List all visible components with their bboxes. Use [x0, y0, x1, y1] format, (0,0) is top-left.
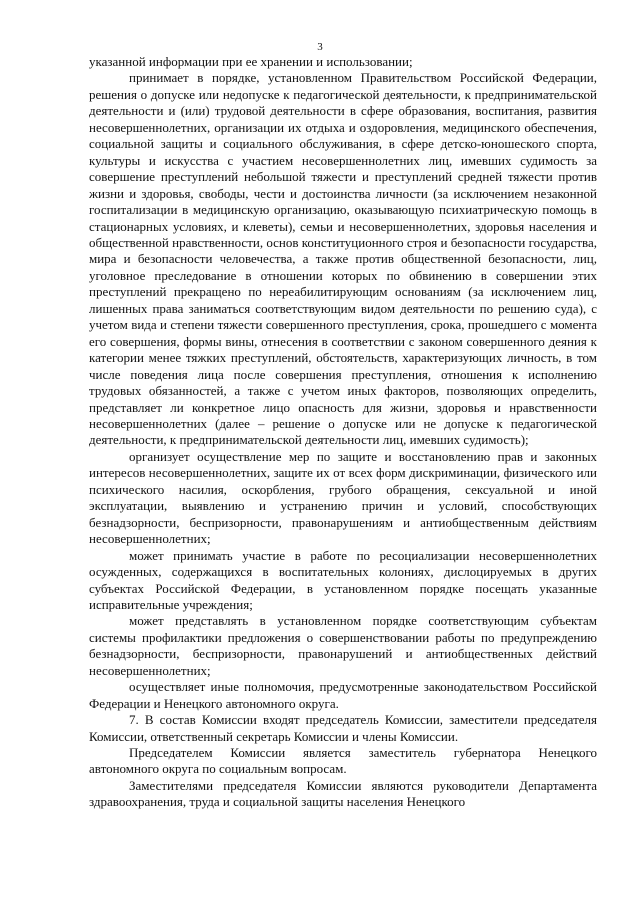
paragraph-deputies: Заместителями председателя Комиссии являются руководители Департамента здравоохранения, труда и социальной защиты населения Ненецкого	[89, 777, 597, 810]
paragraph-chairman: Председателем Комиссии является заместитель губернатора Ненецкого автономного округа по социальным вопросам.	[89, 745, 597, 777]
paragraph-rights-protection: организует осуществление мер по защите и восстановлению прав и законных интересов несовершеннолетних, защите их от всех форм дискриминации, физического или психического насилия, оскорбления, грубого обращения, сексуальной и иной эксплуатации, выявлению и устранению причин и условий, способствующих безнадзорности, беспризорности, правонарушениям и антиобщественным действиям несовершеннолетних;	[89, 448, 597, 547]
paragraph-commission-composition: 7. В состав Комиссии входят председатель Комиссии, заместители председателя Комиссии, ответственный секретарь Комиссии и члены Комиссии.	[89, 712, 597, 744]
paragraph-admission-decision: принимает в порядке, установленном Правительством Российской Федерации, решения о допуске или недопуске к педагогической деятельности, к предпринимательской деятельности и (или) трудовой деятельности в сфере образования, воспитания, развития несовершеннолетних, организации их отдыха и оздоровления, медицинского обеспечения, социальной защиты и социального обслуживания, в сфере детско-юношеского спорта, культуры и искусства с участием несовершеннолетних лиц, имевших судимость за совершение преступлений небольшой тяжести и преступлений средней тяжести против жизни и здоровья, свободы, чести и достоинства личности (за исключением незаконной госпитализации в медицинскую организацию, оказывающую психиатрическую помощь в стационарных условиях, и клеветы), семьи и несовершеннолетних, здоровья населения и общественной нравственности, основ конституционного строя и безопасности государства, мира и безопасности человечества, а также против общественной безопасности, лиц, уголовное преследование в отношении которых по обвинению в совершении этих преступлений прекращено по нереабилитирующим основаниям (за исключением лиц, лишенных права заниматься соответствующим видом деятельности по решению суда), с учетом вида и степени тяжести совершенного преступления, срока, прошедшего с момента его совершения, формы вины, отнесения в соответствии с законом совершенного деяния к категории менее тяжких преступлений, обстоятельств, характеризующих личность, в том числе поведения лица после совершения преступления, отношения к исполнению трудовых обязанностей, а также с учетом иных факторов, позволяющих определить, представляет ли конкретное лицо опасность для жизни, здоровья и нравственности несовершеннолетних (далее – решение о допуске или не допуске к педагогической деятельности, к предпринимательской деятельности лиц, имевших судимость);	[89, 70, 597, 448]
paragraph-other-powers: осуществляет иные полномочия, предусмотренные законодательством Российской Федерации и Ненецкого автономного округа.	[89, 679, 597, 711]
page-number: 3	[317, 41, 323, 53]
document-body	[89, 54, 597, 811]
paragraph-resocialization: может принимать участие в работе по ресоциализации несовершеннолетних осужденных, содержащихся в воспитательных колониях, дислоцируемых в других субъектах Российской Федерации, в установленном порядке посещать указанные исправительные учреждения;	[89, 547, 597, 612]
paragraph-continuation: указанной информации при ее хранении и использовании;	[89, 54, 413, 69]
paragraph-proposals: может представлять в установленном порядке соответствующим субъектам системы профилактики предложения о совершенствовании работы по предупреждению безнадзорности, беспризорности, правонарушений и антиобщественных действий несовершеннолетних;	[89, 613, 597, 678]
